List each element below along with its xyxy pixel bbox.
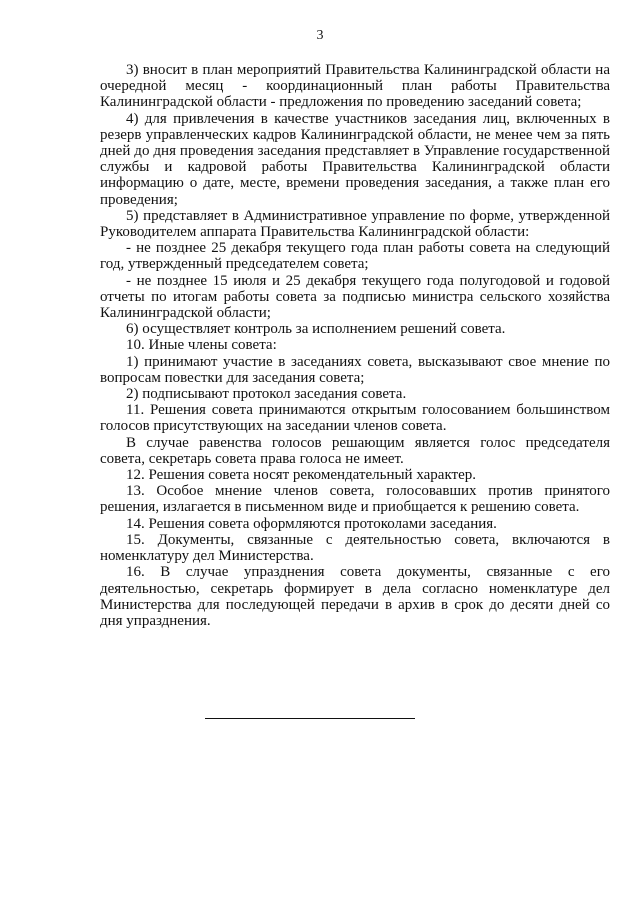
- paragraph: 5) представляет в Административное управление по форме, утвержденной Руководителем аппарата Правительства Калининградской области:: [100, 207, 610, 241]
- paragraph: 2) подписывают протокол заседания совета.: [126, 386, 407, 403]
- paragraph: 1) принимают участие в заседаниях совета, высказывают свое мнение по вопросам повестки для заседания совета;: [100, 353, 610, 386]
- end-divider: [205, 718, 415, 719]
- paragraph: 16. В случае упразднения совета документы, связанные с его деятельностью, секретарь формирует в дела согласно номенклатуре дел Министерства для последующей передачи в архив в срок до десяти дней со дня упразднения.: [100, 564, 610, 629]
- paragraph: В случае равенства голосов решающим является голос председателя совета, секретарь совета права голоса не имеет.: [100, 434, 610, 467]
- paragraph: 3) вносит в план мероприятий Правительства Калининградской области на очередной месяц - координационный план работы Правительства Калининградской области - предложения по проведению заседаний совета;: [100, 62, 610, 111]
- paragraph: - не позднее 15 июля и 25 декабря текущего года полугодовой и годовой отчеты по итогам работы совета за подписью министра сельского хозяйства Калининградской области;: [100, 272, 610, 322]
- paragraph: 13. Особое мнение членов совета, голосовавших против принятого решения, излагается в письменном виде и приобщается к решению совета.: [100, 483, 610, 516]
- paragraph: 10. Иные члены совета:: [126, 337, 277, 354]
- paragraph: 14. Решения совета оформляются протоколами заседания.: [126, 515, 497, 532]
- document-body: [100, 62, 610, 629]
- paragraph: 11. Решения совета принимаются открытым голосованием большинством голосов присутствующих на заседании членов совета.: [100, 402, 610, 435]
- paragraph: 15. Документы, связанные с деятельностью совета, включаются в номенклатуру дел Министерства.: [100, 531, 610, 565]
- paragraph: - не позднее 25 декабря текущего года план работы совета на следующий год, утвержденный председателем совета;: [100, 240, 610, 273]
- paragraph: 6) осуществляет контроль за исполнением решений совета.: [126, 321, 506, 338]
- page-number: 3: [316, 28, 324, 43]
- paragraph: 12. Решения совета носят рекомендательный характер.: [126, 467, 477, 484]
- paragraph: 4) для привлечения в качестве участников заседания лиц, включенных в резерв управленческих кадров Калининградской области, не менее чем за пять дней до дня проведения заседания представляет в Управление государственной службы и кадровой работы Правительства Калининградской области информацию о дате, месте, времени проведения заседания, а также план его проведения;: [100, 110, 610, 208]
